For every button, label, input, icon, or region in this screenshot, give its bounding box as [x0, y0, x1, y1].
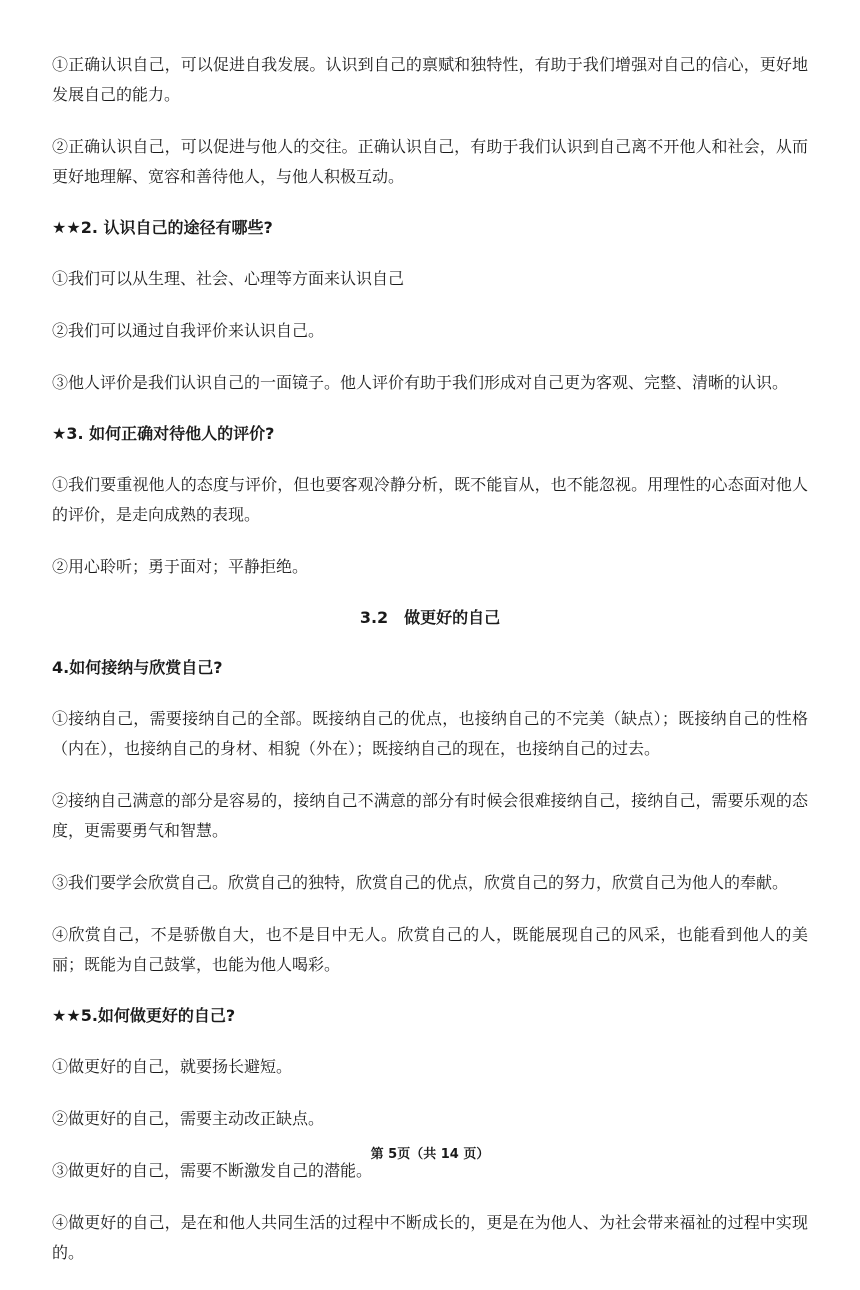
paragraph-7: ②用心聆听；勇于面对；平静拒绝。: [52, 557, 309, 576]
paragraph-12: ①做更好的自己，就要扬长避短。: [52, 1057, 293, 1076]
paragraph-2: ②正确认识自己，可以促进与他人的交往。正确认识自己，有助于我们认识到自己离不开他人和社会，从而更好地理解、宽容和善待他人，与他人积极互动。: [52, 137, 808, 186]
question-heading-2: ★★2. 认识自己的途径有哪些?: [52, 218, 273, 237]
paragraph-4: ②我们可以通过自我评价来认识自己。: [52, 321, 325, 340]
question-heading-4: 4.如何接纳与欣赏自己?: [52, 658, 223, 677]
paragraph-3: ①我们可以从生理、社会、心理等方面来认识自己: [52, 269, 405, 288]
question-heading-5: ★★5.如何做更好的自己?: [52, 1006, 236, 1025]
paragraph-1: ①正确认识自己，可以促进自我发展。认识到自己的禀赋和独特性，有助于我们增强对自己的信心，更好地发展自己的能力。: [52, 55, 808, 104]
document-body: [52, 50, 808, 1290]
paragraph-11: ④欣赏自己，不是骄傲自大，也不是目中无人。欣赏自己的人，既能展现自己的风采，也能看到他人的美丽；既能为自己鼓掌，也能为他人喝彩。: [52, 925, 808, 974]
paragraph-5: ③他人评价是我们认识自己的一面镜子。他人评价有助于我们形成对自己更为客观、完整、清晰的认识。: [52, 373, 789, 392]
section-title: 3.2 做更好的自己: [359, 608, 501, 627]
paragraph-9: ②接纳自己满意的部分是容易的，接纳自己不满意的部分有时候会很难接纳自己，接纳自己，需要乐观的态度，更需要勇气和智慧。: [52, 791, 808, 840]
paragraph-13: ②做更好的自己，需要主动改正缺点。: [52, 1109, 325, 1128]
paragraph-14: ③做更好的自己，需要不断激发自己的潜能。: [52, 1161, 373, 1180]
paragraph-10: ③我们要学会欣赏自己。欣赏自己的独特，欣赏自己的优点，欣赏自己的努力，欣赏自己为他人的奉献。: [52, 873, 789, 892]
paragraph-6: ①我们要重视他人的态度与评价，但也要客观冷静分析，既不能盲从，也不能忽视。用理性的心态面对他人的评价，是走向成熟的表现。: [52, 475, 808, 524]
paragraph-8: ①接纳自己，需要接纳自己的全部。既接纳自己的优点，也接纳自己的不完美（缺点）；既接纳自己的性格（内在），也接纳自己的身材、相貌（外在）；既接纳自己的现在，也接纳自己的过去。: [52, 709, 808, 758]
page-number-footer: 第 5页（共 14 页）: [370, 1147, 490, 1162]
question-heading-3: ★3. 如何正确对待他人的评价?: [52, 424, 275, 443]
paragraph-15: ④做更好的自己，是在和他人共同生活的过程中不断成长的，更是在为他人、为社会带来福祉的过程中实现的。: [52, 1213, 808, 1262]
